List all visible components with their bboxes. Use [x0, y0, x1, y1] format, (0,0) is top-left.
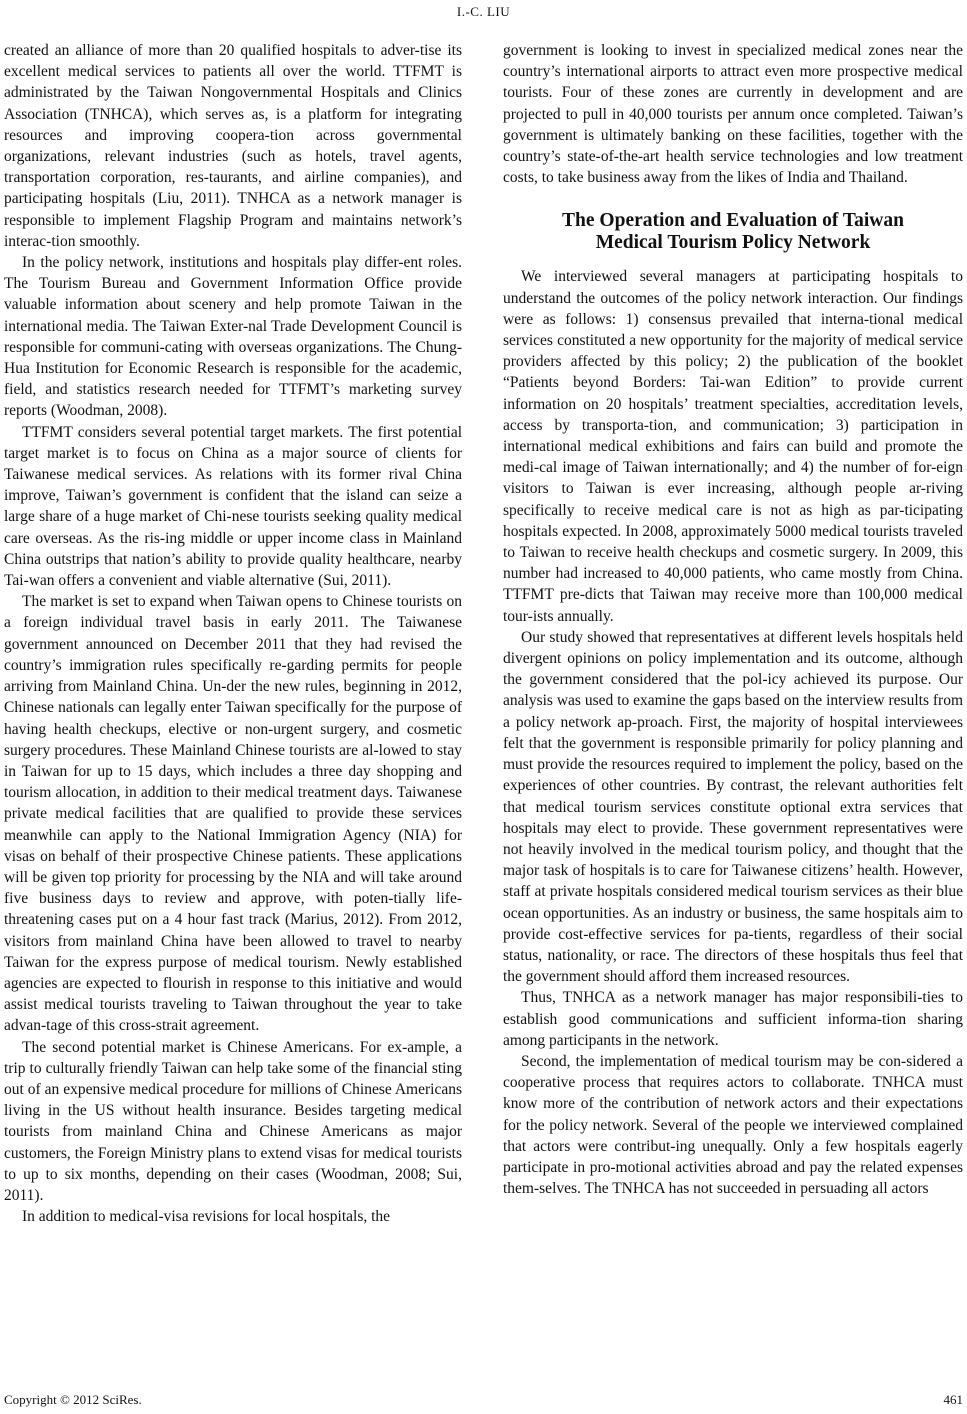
body-paragraph: government is looking to invest in specialized medical zones near the country’s international airports to attract even more prospective medical tourists. Four of these zones are currently in development and are projected to pull in 40,000 tourists per annum once completed. Taiwan’s government is ultimately banking on these facilities, together with the country’s state-of-the-art health service technologies and low treatment costs, to take business away from the likes of India and Thailand.	[503, 42, 963, 187]
section-heading	[503, 210, 963, 254]
body-paragraph: We interviewed several managers at participating hospitals to understand the outcomes of the policy network interaction. Our findings were as follows: 1) consensus prevailed that interna-tional medical services constituted a new opportunity for the majority of medical service providers affected by this policy; 2) the publication of the booklet “Patients beyond Borders: Tai-wan Edition” to provide current information on 20 hospitals’ treatment specialties, accreditation levels, access by transporta-tion, and communication; 3) participation in international medical exhibitions and fairs can build and promote the medi-cal image of Taiwan internationally; and 4) the number of for-eign visitors to Taiwan is ever increasing, although people ar-riving specifically to receive medical care is not as high as par-ticipating hospitals expected. In 2008, approximately 5000 medical tourists traveled to Taiwan to receive health checkups and cosmetic surgery. In 2009, this number had increased to 40,000 patients, who came mostly from China. TTFMT pre-dicts that Taiwan may receive more than 100,000 medical tour-ists annually.	[503, 268, 963, 625]
body-paragraph: Second, the implementation of medical tourism may be con-sidered a cooperative process that requires actors to collaborate. TNHCA must know more of the contribution of network actors and their expectations for the policy network. Several of the people we interviewed complained that actors were contribut-ing unequally. Only a few hospitals eagerly participate in pro-motional activities abroad and pay the related expenses them-selves. The TNHCA has not succeeded in persuading all actors	[503, 1052, 963, 1198]
page-number: 461	[943, 1392, 963, 1407]
body-paragraph: The market is set to expand when Taiwan opens to Chinese tourists on a foreign individual travel basis in early 2011. The Taiwanese government announced on December 2011 that they had revised the country’s immigration rules specifically re-garding permits for people arriving from Mainland China. Un-der the new rules, beginning in 2012, Chinese nationals can legally enter Taiwan specifically for the purpose of having health checkups, elective or non-urgent surgery, and cosmetic surgery procedures. These Mainland Chinese tourists are al-lowed to stay in Taiwan for up to 15 days, which includes a three day shopping and tourism allocation, in addition to their medical treatment days. Taiwanese private medical facilities that are qualified to provide these services meanwhile can apply to the National Immigration Agency (NIA) for visas on behalf of their prospective Chinese patients. These applications will be given top priority for processing by the NIA and will take around five business days to review and approve, with poten-tially life-threatening cases put on a 4 hour fast track (Marius, 2012). From 2012, visitors from mainland China have been allowed to travel to nearby Taiwan for the express purpose of medical tourism. Newly established agencies are expected to flourish in response to this initiative and would assist medical tourists traveling to Taiwan throughout the year to take advan-tage of this cross-strait agreement.	[4, 593, 462, 1035]
body-paragraph: The second potential market is Chinese Americans. For ex-ample, a trip to culturally friendly Taiwan can help take some of the financial sting out of an expensive medical procedure for millions of Chinese Americans living in the US without health insurance. Besides targeting medical tourists from mainland China and Chinese Americans as major customers, the Foreign Ministry plans to extend visas for medical tourists to up to six months, depending on their cases (Woodman, 2008; Sui, 2011).	[4, 1038, 462, 1204]
body-paragraph: Thus, TNHCA as a network manager has major responsibili-ties to establish good communications and sufficient informa-tion sharing among participants in the network.	[503, 989, 963, 1049]
left-column	[4, 40, 462, 1227]
body-paragraph: In the policy network, institutions and hospitals play differ-ent roles. The Tourism Bureau and Government Information Office provide valuable information about scenery and help promote Taiwan in the international media. The Taiwan Exter-nal Trade Development Council is responsible for communi-cating with overseas organizations. The Chung-Hua Institution for Economic Research is responsible for the academic, field, and statistics research needed for TTFMT’s marketing survey reports (Woodman, 2008).	[4, 254, 462, 420]
body-paragraph: TTFMT considers several potential target markets. The first potential target market is to focus on China as a major source of clients for Taiwanese medical services. As relations with its former rival China improve, Taiwan’s government is confident that the island can seize a large share of a huge market of Chi-nese tourists seeking quality medical care overseas. As the ris-ing middle or upper income class in Mainland China outstrips that nation’s ability to provide quality healthcare, nearby Tai-wan offers a convenient and viable alternative (Sui, 2011).	[4, 423, 462, 590]
body-paragraph: In addition to medical-visa revisions for local hospitals, the	[22, 1208, 391, 1226]
right-column	[503, 40, 963, 1199]
running-head: I.-C. LIU	[456, 4, 511, 19]
section-heading-line: Medical Tourism Policy Network	[595, 232, 871, 254]
body-paragraph: Our study showed that representatives at different levels hospitals held divergent opinions on policy implementation and its outcome, although the government considered that the pol-icy achieved its purpose. Our analysis was used to examine the gaps based on the interview results from a policy network ap-proach. First, the majority of hospital interviewees felt that the government is responsible primarily for policy planning and must provide the resources required to implement the policy, based on the experiences of other countries. By contrast, the relevant authorities felt that medical tourism services constitute optional extra services that hospitals may elect to provide. These government representatives were not heavily involved in the medical tourism policy, and thought that the major task of hospitals is to care for Taiwanese citizens’ health. However, staff at private hospitals considered medical tourism services as their blue ocean opportunities. As an industry or business, the same hospitals aim to provide cost-effective services for pa-tients, regardless of their social status, nationality, or race. The directors of these hospitals thus feel that the government should afford them increased resources.	[503, 628, 963, 986]
copyright-notice: Copyright © 2012 SciRes.	[4, 1392, 142, 1407]
page-footer	[4, 1392, 963, 1408]
section-heading-line: The Operation and Evaluation of Taiwan	[562, 210, 904, 232]
body-paragraph: created an alliance of more than 20 qualified hospitals to adver-tise its excellent medical services to patients all over the world. TTFMT is administrated by the Taiwan Nongovernmental Hospitals and Clinics Association (TNHCA), which serves as, is a platform for integrating resources and improving coopera-tion across governmental organizations, relevant industries (such as hotels, travel agents, transportation corporation, res-taurants, and airline companies), and participating hospitals (Liu, 2011). TNHCA as a network manager is responsible to implement Flagship Program and maintains network’s interac-tion smoothly.	[4, 42, 462, 250]
